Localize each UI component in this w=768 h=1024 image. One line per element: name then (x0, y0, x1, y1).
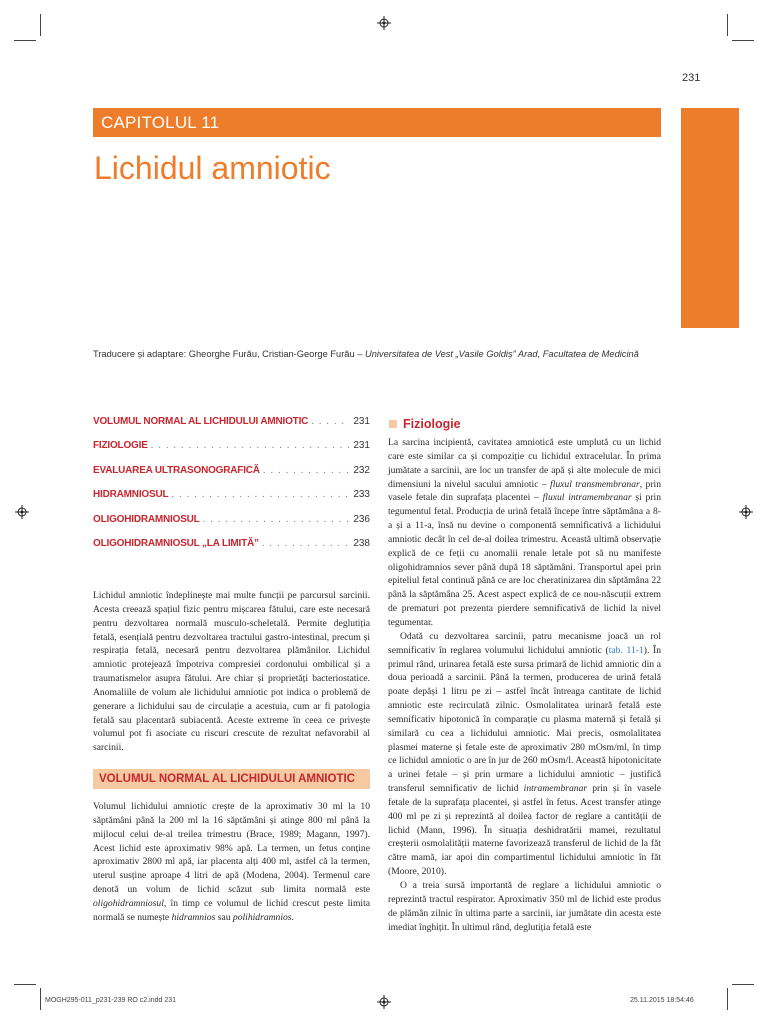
term-polyhydramnios: polihidramnios (232, 911, 292, 923)
term-intramembrane-flux: fluxul intramembranar (542, 492, 632, 504)
normal-volume-paragraph (93, 800, 370, 925)
chapter-title: Lichidul amniotic (94, 150, 331, 186)
physiology-paragraph-3: O a treia sursă importantă de reglare a lichidului amniotic o reprezintă tractul respirator. Aproximativ 350 ml de lichid este produs de plămân zilnic în ultima parte a sarcinii, iar jumătate din acesta este imediat înghițit. În ultimul rând, deglutiția fetală este (388, 880, 661, 933)
term-intramembranar: intramembranar (523, 783, 588, 795)
toc-entry[interactable] (93, 465, 370, 489)
toc-entry-title: EVALUAREA ULTRASONOGRAFICĂ (93, 464, 260, 476)
crop-mark (40, 14, 41, 36)
toc-entry[interactable] (93, 416, 370, 440)
toc-entry[interactable] (93, 538, 370, 562)
toc-entry-page: 236 (353, 513, 370, 525)
physiology-paragraph-1: La sarcina incipientă, cavitatea amniotică este umplută cu un lichid care este similar ca și compoziție cu lichidul extracelular. În prima jumătate a sarcinii, are loc un transfer de apă și alte molecule de mici dimensiuni la nivelul sacului amniotic – fluxul transmembranar, prin vasele fetale din suprafața placentei – fluxul intramembranar și prin tegumentul fetal. Producția de urină fetală începe între săptămâna a 8-a și a 11-a, însă nu devine o componentă semnificativă a lichidului amniotic decât în cel de-al doilea trimestru. Această ultimă observație explică de ce feții cu anomalii renale letale pot să nu manifeste oligohidramnios sever până după 18 săptămâni. Transportul apei prin epiteliul fetal continuă până ce are loc cheratinizarea din săptămâna 22 până la săptămâna 25. Acest aspect explică de ce nou-născuții extrem de prematuri pot prezenta pierdere semnificativă de lichid la nivel tegumentar. (388, 437, 661, 628)
toc-entry[interactable] (93, 440, 370, 464)
credit-authors: Traducere și adaptare: Gheorghe Furău, Cristian-George Furău – (93, 349, 365, 359)
section-heading-normal-volume: VOLUMUL NORMAL AL LICHIDULUI AMNIOTIC (99, 773, 355, 785)
toc-leader (151, 440, 351, 451)
toc-entry-page: 232 (353, 464, 370, 476)
physiology-paragraph-2: Odată cu dezvoltarea sarcinii, patru mecanisme joacă un rol semnificativ în reglarea volumului lichidului amniotic (tab. 11-1). În primul rând, urinarea fetală este sursa primară de lichid amniotic din a doua perioadă a sarcinii. Până la termen, producerea de urină fetală poate depăși 1 litru pe zi – astfel încât întreaga cantitate de lichid amniotic este recirculată zilnic. Osmolalitatea urinară fetală este semnificativ hipotonică în comparație cu plasma maternă și fetală și similară cu cea a lichidului amniotic. Mai precis, osmolalitatea plasmei materne și fetale este de aproximativ 280 mOsm/ml, în timp ce lichidul amniotic o are în jur de 260 mOsm/l. Această hipotonicitate a urinei fetale – și prin urmare a lichidului amniotic – justifică transferul semnificativ de lichid intramembranar prin și în vasele fetale de la suprafața placentei, și astfel în fetus. Acest transfer atinge 400 ml pe zi și reprezintă al doilea factor de reglare a cantității de lichid (Mann, 1996). În situația deshidratării mamei, rezultatul creșterii osmolalității materne favorizează transferul de lichid de la făt către mamă, iar apoi din compartimentul lichidului amniotic în făt (Moore, 2010). (388, 630, 661, 878)
credit-affiliation: Universitatea de Vest „Vasile Goldiș” Arad, Facultatea de Medicină (364, 349, 639, 359)
chapter-contents (93, 416, 370, 562)
term-hydramnios: hidramnios (171, 911, 216, 923)
toc-entry-title: OLIGOHIDRAMNIOSUL „LA LIMITĂ” (93, 537, 259, 549)
crop-mark (732, 40, 754, 41)
toc-entry-page: 233 (353, 489, 370, 501)
table-reference-link[interactable]: tab. 11-1 (608, 644, 644, 656)
term-oligohydramnios: oligohidramniosul (93, 897, 164, 909)
crop-mark (732, 984, 754, 985)
intro-paragraph (93, 589, 370, 755)
toc-leader (311, 416, 350, 427)
registration-mark-icon (739, 505, 753, 519)
footer-file-name: MOGH295-011_p231-239 RO c2.indd 231 (45, 997, 177, 1004)
toc-entry-page: 231 (353, 440, 370, 452)
translation-credit (93, 349, 639, 359)
toc-entry-title: HIDRAMNIOSUL (93, 489, 169, 501)
toc-entry-title: FIZIOLOGIE (93, 440, 148, 452)
toc-entry-title: VOLUMUL NORMAL AL LICHIDULUI AMNIOTIC (93, 416, 309, 427)
physiology-text (388, 436, 661, 934)
toc-leader (171, 489, 350, 500)
toc-leader (263, 465, 350, 476)
term-transmembrane-flux: fluxul transmembranar (550, 478, 640, 490)
toc-entry[interactable] (93, 489, 370, 513)
registration-mark-icon (377, 995, 391, 1009)
section-marker-icon (389, 420, 397, 428)
toc-leader (262, 538, 350, 549)
crop-mark (14, 40, 36, 41)
chapter-label: CAPITOLUL 11 (101, 113, 220, 132)
crop-mark (40, 988, 41, 1010)
toc-entry[interactable] (93, 514, 370, 538)
registration-mark-icon (377, 16, 391, 30)
crop-mark (727, 14, 728, 36)
normal-volume-text: Volumul lichidului amniotic crește de la aproximativ 30 ml la 10 săptămâni până la 200 ml la 16 săptămâni și atinge 800 ml până la mijlocul celui de-al treilea trimestru (Brace, 1989; Magann, 1997). Acest lichid este aproximativ 98% apă. La termen, un fetus conține aproximativ 2800 ml apă, iar placenta alți 400 ml, astfel că la termen, uterul susține aproape 4 litri de apă (Modena, 2004). Termenul care denotă un volum de lichid scăzut sub limita normală este oligohidramniosul, în timp ce volumul de lichid crescut peste limita normală se numește hidramnios sau polihidramnios. (93, 801, 370, 923)
page-number: 231 (682, 72, 701, 84)
toc-entry-page: 238 (353, 537, 370, 549)
chapter-side-tab (681, 108, 739, 328)
crop-mark (727, 988, 728, 1010)
footer-timestamp: 25.11.2015 18:54:46 (630, 997, 694, 1004)
toc-entry-page: 231 (353, 416, 370, 427)
toc-entry-title: OLIGOHIDRAMNIOSUL (93, 513, 200, 525)
crop-mark (14, 984, 36, 985)
section-heading-physiology: Fiziologie (403, 417, 461, 431)
intro-text: Lichidul amniotic îndeplinește mai multe funcții pe parcursul sarcinii. Acesta creează spațiul fizic pentru mișcarea fătului, care este necesară pentru dezvoltarea normală musculo-scheletală. Permite deglutiția fetală, esențială pentru dezvoltarea tractului gastro-intestinal, precum și respirația fetală, necesară pentru dezvoltarea plămânilor. Lichidul amniotic protejează împotriva compresiei cordonului ombilical și a traumatismelor asupra fătului. Are chiar și proprietăți bacteriostatice. Anomaliile de volum ale lichidului amniotic pot indica o problemă de generare a lichidului sau de circulație a acestuia, cum ar fi patologia fetală sau placentară subiacentă. Aceste extreme în ceea ce privește volumul pot fi asociate cu riscuri crescute de rezultat nefavorabil al sarcinii. (93, 590, 370, 754)
registration-mark-icon (15, 505, 29, 519)
toc-leader (203, 514, 351, 525)
